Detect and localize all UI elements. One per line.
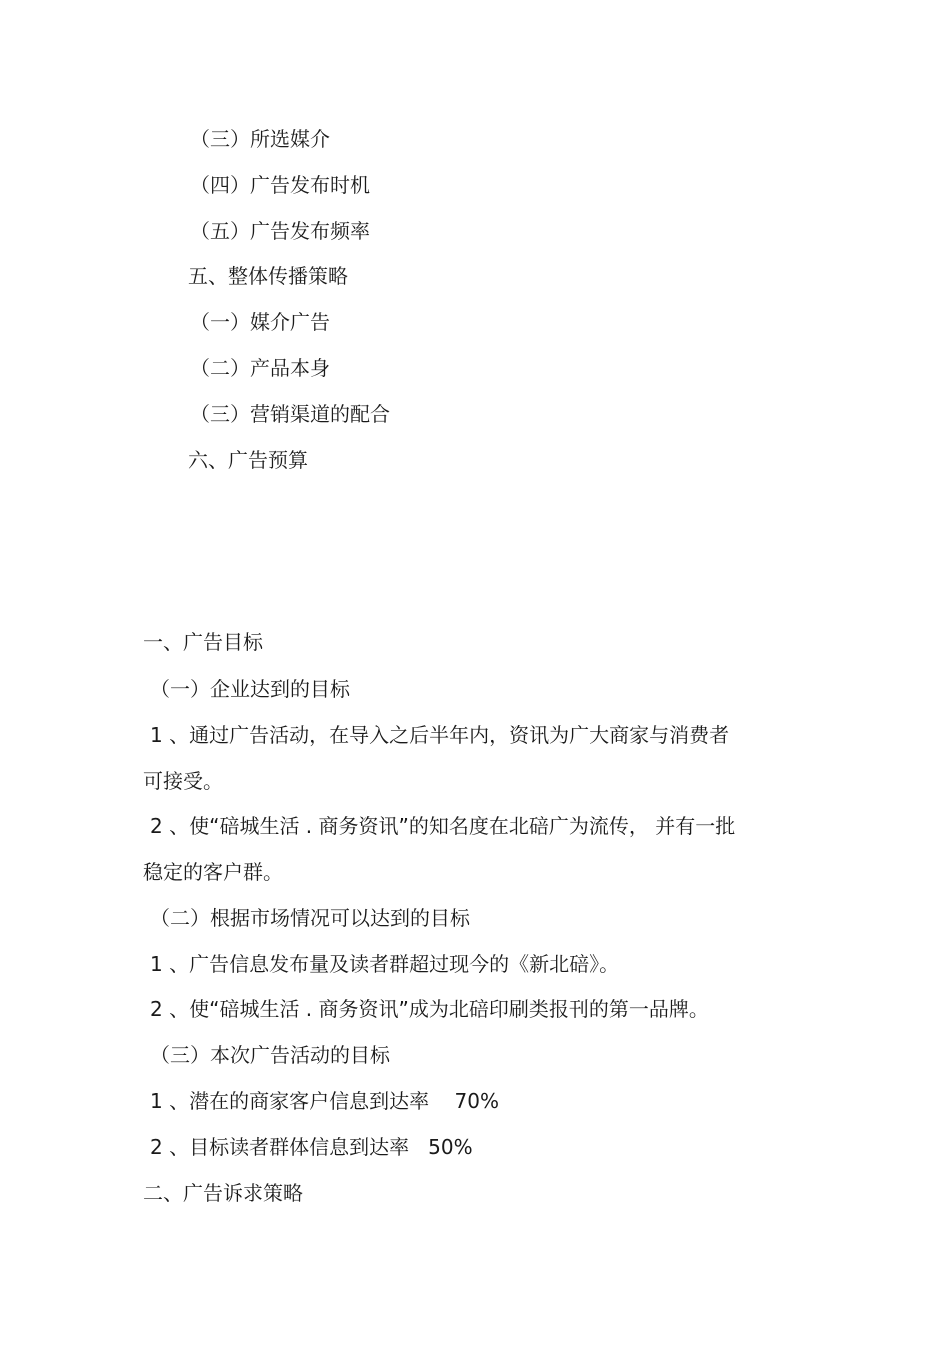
paragraph-line: 1 、通过广告活动，在导入之后半年内，资讯为广大商家与消费者	[150, 723, 730, 747]
toc-item: （三）所选媒介	[190, 127, 330, 151]
paragraph-line: 1 、潜在的商家客户信息到达率 70%	[150, 1089, 499, 1113]
subsection-heading: （一）企业达到的目标	[150, 677, 350, 701]
toc-item: （四）广告发布时机	[190, 173, 370, 197]
toc-item: （二）产品本身	[190, 356, 330, 380]
toc-item: （一）媒介广告	[190, 310, 330, 334]
paragraph-line: 2 、使“碚城生活 . 商务资讯”的知名度在北碚广为流传， 并有一批	[150, 814, 736, 838]
paragraph-line: 可接受。	[143, 769, 223, 793]
paragraph-line: 稳定的客户群。	[143, 860, 283, 884]
paragraph-line: 1 、广告信息发布量及读者群超过现今的《新北碚》。	[150, 952, 620, 976]
subsection-heading: （三）本次广告活动的目标	[150, 1043, 390, 1067]
section-heading: 二、广告诉求策略	[143, 1181, 303, 1205]
paragraph-line: 2 、使“碚城生活 . 商务资讯”成为北碚印刷类报刊的第一品牌。	[150, 997, 709, 1021]
toc-item: （三）营销渠道的配合	[190, 402, 390, 426]
section-heading: 一、广告目标	[143, 630, 263, 654]
toc-heading: 五、整体传播策略	[188, 264, 348, 288]
subsection-heading: （二）根据市场情况可以达到的目标	[150, 906, 470, 930]
toc-heading: 六、广告预算	[188, 448, 308, 472]
toc-item: （五）广告发布频率	[190, 219, 370, 243]
paragraph-line: 2 、目标读者群体信息到达率 50%	[150, 1135, 473, 1159]
